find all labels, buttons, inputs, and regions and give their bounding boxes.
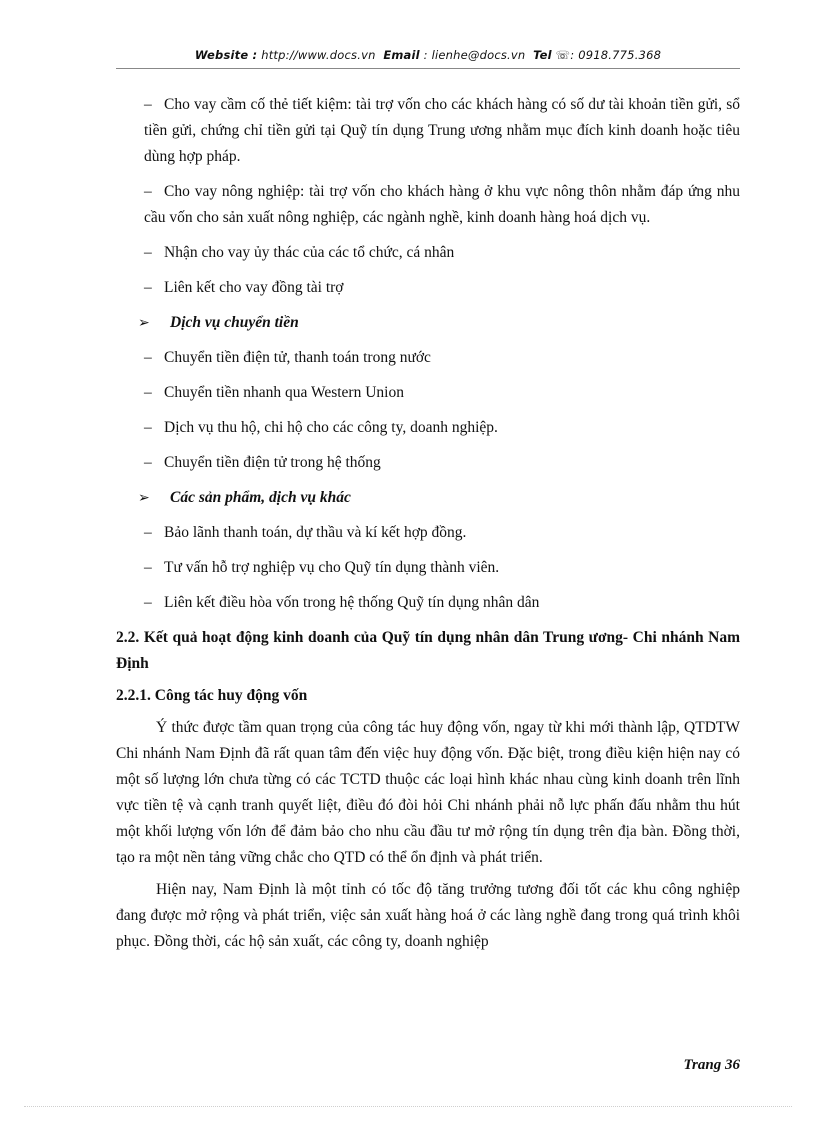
- bullet-text: Cho vay nông nghiệp: tài trợ vốn cho khách hàng ở khu vực nông thôn nhằm đáp ứng nhu cầu vốn cho sản xuất nông nghiệp, các ngành nghề, kinh doanh hàng hoá dịch vụ.: [144, 183, 740, 226]
- bullet-item: [116, 520, 740, 546]
- bullet-item: [116, 450, 740, 476]
- bullet-item: [116, 555, 740, 581]
- subsection-title: Các sản phẩm, dịch vụ khác: [170, 489, 351, 506]
- email-label: Email: [383, 48, 420, 62]
- header-divider: [116, 68, 740, 69]
- body-paragraph: Ý thức được tầm quan trọng của công tác huy động vốn, ngay từ khi mới thành lập, QTDTW Chi nhánh Nam Định đã rất quan tâm đến việc huy động vốn. Đặc biệt, trong điều kiện hiện nay có một số lượng lớn chưa từng có các TCTD thuộc các loại hình khác nhau cùng kinh doanh trên lĩnh vực tiền tệ và cạnh tranh quyết liệt, điều đó đòi hỏi Chi nhánh phải nỗ lực phấn đấu nhằm thu hút một khối lượng vốn lớn để đảm bảo cho nhu cầu đầu tư mở rộng tín dụng trên địa bàn. Đồng thời, tạo ra một nền tảng vững chắc cho QTD có thể ổn định và phát triển.: [116, 719, 740, 866]
- bullet-item: [116, 179, 740, 231]
- subsection-number-heading: 2.2.1. Công tác huy động vốn: [116, 687, 308, 704]
- website-label: Website :: [194, 48, 258, 62]
- bullet-item: [116, 92, 740, 170]
- bullet-text: Bảo lãnh thanh toán, dự thầu và kí kết hợp đồng.: [164, 524, 467, 541]
- bullet-item: [116, 415, 740, 441]
- dash-bullet-icon: –: [144, 96, 152, 113]
- dash-bullet-icon: –: [144, 279, 152, 296]
- page-number: Trang 36: [683, 1057, 740, 1073]
- body-paragraph: Hiện nay, Nam Định là một tỉnh có tốc độ tăng trưởng tương đối tốt các khu công nghiệp đang được mở rộng và phát triển, việc sản xuất hàng hoá ở các làng nghề đang trong quá trình khôi phục. Đồng thời, các hộ sản xuất, các công ty, doanh nghiệp: [116, 881, 740, 950]
- dash-bullet-icon: –: [144, 524, 152, 541]
- dash-bullet-icon: –: [144, 384, 152, 401]
- dash-bullet-icon: –: [144, 419, 152, 436]
- subsection-title: Dịch vụ chuyển tiền: [170, 314, 299, 331]
- document-body: [116, 92, 740, 961]
- bullet-text: Chuyển tiền điện tử, thanh toán trong nước: [164, 349, 431, 366]
- page-bottom-divider: [24, 1106, 792, 1107]
- bullet-text: Liên kết cho vay đồng tài trợ: [164, 279, 344, 296]
- bullet-item: [116, 380, 740, 406]
- bullet-item: [116, 590, 740, 616]
- bullet-item: [116, 345, 740, 371]
- tel-label: Tel: [533, 48, 552, 62]
- bullet-item: [116, 275, 740, 301]
- bullet-item: [116, 240, 740, 266]
- dash-bullet-icon: –: [144, 559, 152, 576]
- dash-bullet-icon: –: [144, 454, 152, 471]
- dash-bullet-icon: –: [144, 594, 152, 611]
- bullet-text: Liên kết điều hòa vốn trong hệ thống Quỹ tín dụng nhân dân: [164, 594, 540, 611]
- subsection-heading: [116, 310, 740, 336]
- arrow-bullet-icon: ➢: [138, 315, 150, 331]
- bullet-text: Dịch vụ thu hộ, chi hộ cho các công ty, doanh nghiệp.: [164, 419, 498, 436]
- phone-icon: ☏: [555, 48, 571, 62]
- dash-bullet-icon: –: [144, 244, 152, 261]
- bullet-text: Cho vay cầm cố thẻ tiết kiệm: tài trợ vốn cho các khách hàng có số dư tài khoản tiền gửi, sổ tiền gửi, chứng chỉ tiền gửi tại Quỹ tín dụng Trung ương nhằm mục đích kinh doanh hoặc tiêu dùng hợp pháp.: [144, 96, 740, 165]
- bullet-text: Chuyển tiền nhanh qua Western Union: [164, 384, 404, 401]
- tel-value: : 0918.775.368: [570, 48, 662, 62]
- page-header: [116, 48, 740, 62]
- website-url[interactable]: http://www.docs.vn: [261, 48, 376, 62]
- dash-bullet-icon: –: [144, 349, 152, 366]
- dash-bullet-icon: –: [144, 183, 152, 200]
- bullet-text: Chuyển tiền điện tử trong hệ thống: [164, 454, 381, 471]
- arrow-bullet-icon: ➢: [138, 490, 150, 506]
- subsection-heading: [116, 485, 740, 511]
- section-heading: 2.2. Kết quả hoạt động kinh doanh của Quỹ tín dụng nhân dân Trung ương- Chi nhánh Nam Định: [116, 629, 740, 672]
- bullet-text: Nhận cho vay ủy thác của các tổ chức, cá nhân: [164, 244, 455, 261]
- bullet-text: Tư vấn hỗ trợ nghiệp vụ cho Quỹ tín dụng thành viên.: [164, 559, 500, 576]
- email-value[interactable]: : lienhe@docs.vn: [423, 48, 526, 62]
